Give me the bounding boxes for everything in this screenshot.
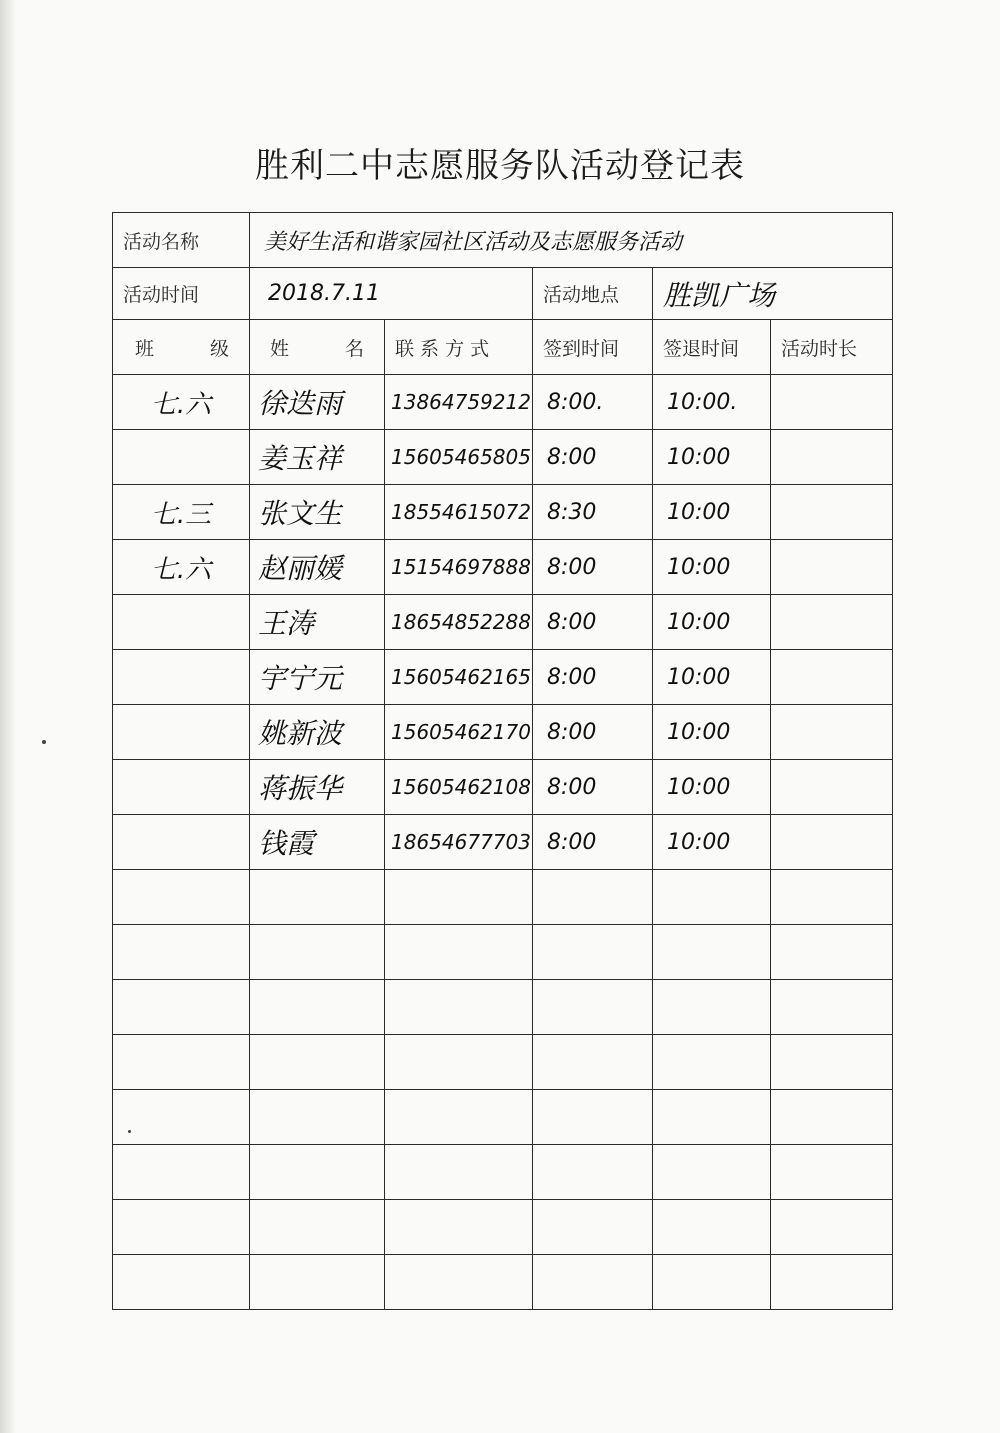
cell-duration xyxy=(771,1090,893,1145)
cell-sign-in: 8:00 xyxy=(533,430,653,485)
cell-class xyxy=(113,1200,250,1255)
cell-sign-out: 10:00 xyxy=(653,540,771,595)
cell-name xyxy=(250,980,385,1035)
cell-sign-out: 10:00. xyxy=(653,375,771,430)
cell-duration xyxy=(771,870,893,925)
cell-phone: 15605462170 xyxy=(385,705,533,760)
table-row xyxy=(113,1090,893,1145)
cell-duration xyxy=(771,540,893,595)
table-row xyxy=(113,1255,893,1310)
activity-place-label: 活动地点 xyxy=(533,268,653,320)
cell-name: 王涛 xyxy=(250,595,385,650)
column-header-row xyxy=(113,320,893,375)
cell-duration xyxy=(771,815,893,870)
activity-place-value: 胜凯广场 xyxy=(653,268,893,320)
cell-sign-out xyxy=(653,980,771,1035)
cell-class xyxy=(113,650,250,705)
table-row xyxy=(113,980,893,1035)
cell-phone xyxy=(385,870,533,925)
cell-sign-in: 8:00 xyxy=(533,540,653,595)
form-title: 胜利二中志愿服务队活动登记表 xyxy=(255,146,745,186)
cell-name: 徐迭雨 xyxy=(250,375,385,430)
col-contact-header: 联 系 方 式 xyxy=(385,320,533,375)
cell-class xyxy=(113,925,250,980)
cell-phone xyxy=(385,1090,533,1145)
cell-class xyxy=(113,980,250,1035)
col-name-char-2: 名 xyxy=(344,337,364,360)
cell-name: 姜玉祥 xyxy=(250,430,385,485)
cell-sign-out: 10:00 xyxy=(653,595,771,650)
cell-sign-out: 10:00 xyxy=(653,650,771,705)
table-row xyxy=(113,1145,893,1200)
cell-phone xyxy=(385,1035,533,1090)
cell-phone: 18654852288 xyxy=(385,595,533,650)
activity-name-row xyxy=(113,213,893,268)
cell-name xyxy=(250,925,385,980)
cell-sign-in xyxy=(533,1255,653,1310)
col-sign-in-header: 签到时间 xyxy=(533,320,653,375)
cell-sign-in: 8:00. xyxy=(533,375,653,430)
col-class-header xyxy=(113,320,250,375)
table-row xyxy=(113,760,893,815)
cell-sign-in: 8:00 xyxy=(533,760,653,815)
table-row xyxy=(113,705,893,760)
cell-duration xyxy=(771,1145,893,1200)
cell-phone xyxy=(385,1255,533,1310)
cell-sign-in: 8:00 xyxy=(533,705,653,760)
cell-class xyxy=(113,1035,250,1090)
cell-duration xyxy=(771,595,893,650)
cell-name xyxy=(250,1255,385,1310)
table-row xyxy=(113,595,893,650)
cell-name xyxy=(250,1090,385,1145)
cell-phone: 18654677703 xyxy=(385,815,533,870)
cell-duration xyxy=(771,705,893,760)
table-row xyxy=(113,485,893,540)
col-class-char-2: 级 xyxy=(209,337,229,360)
col-name-header xyxy=(250,320,385,375)
activity-name-value: 美好生活和谐家园社区活动及志愿服务活动 xyxy=(250,213,893,268)
cell-name: 钱霞 xyxy=(250,815,385,870)
cell-name xyxy=(250,1035,385,1090)
cell-name xyxy=(250,1200,385,1255)
cell-sign-out: 10:00 xyxy=(653,705,771,760)
cell-duration xyxy=(771,980,893,1035)
col-class-char-1: 班 xyxy=(135,337,155,360)
cell-sign-out xyxy=(653,1200,771,1255)
cell-name: 宇宁元 xyxy=(250,650,385,705)
cell-duration xyxy=(771,375,893,430)
cell-sign-in xyxy=(533,1035,653,1090)
cell-sign-in xyxy=(533,1090,653,1145)
cell-sign-in xyxy=(533,925,653,980)
paper-speck xyxy=(42,740,46,744)
activity-time-value: 2018.7.11 xyxy=(250,268,533,320)
cell-name: 蒋振华 xyxy=(250,760,385,815)
table-row xyxy=(113,650,893,705)
cell-duration xyxy=(771,430,893,485)
cell-phone xyxy=(385,925,533,980)
cell-sign-out xyxy=(653,1035,771,1090)
cell-phone: 13864759212 xyxy=(385,375,533,430)
activity-time-row xyxy=(113,268,893,320)
cell-sign-in: 8:00 xyxy=(533,595,653,650)
registration-table xyxy=(112,212,893,1310)
cell-sign-out xyxy=(653,870,771,925)
cell-sign-out xyxy=(653,1090,771,1145)
cell-duration xyxy=(771,1255,893,1310)
cell-class: 七.六 xyxy=(113,540,250,595)
cell-phone: 15605462165 xyxy=(385,650,533,705)
col-name-char-1: 姓 xyxy=(270,337,290,360)
cell-phone: 15605465805 xyxy=(385,430,533,485)
col-sign-out-header: 签退时间 xyxy=(653,320,771,375)
cell-sign-in: 8:30 xyxy=(533,485,653,540)
cell-sign-in: 8:00 xyxy=(533,650,653,705)
activity-name-label: 活动名称 xyxy=(113,213,250,268)
cell-duration xyxy=(771,485,893,540)
cell-sign-in xyxy=(533,980,653,1035)
cell-duration xyxy=(771,650,893,705)
cell-phone xyxy=(385,980,533,1035)
table-row xyxy=(113,1035,893,1090)
cell-phone xyxy=(385,1145,533,1200)
cell-duration xyxy=(771,1200,893,1255)
table-row xyxy=(113,1200,893,1255)
cell-duration xyxy=(771,925,893,980)
table-row xyxy=(113,540,893,595)
paper-fold-shadow xyxy=(0,0,16,1433)
cell-duration xyxy=(771,760,893,815)
cell-name xyxy=(250,870,385,925)
cell-sign-out xyxy=(653,1145,771,1200)
cell-sign-in xyxy=(533,870,653,925)
cell-class xyxy=(113,705,250,760)
cell-sign-out: 10:00 xyxy=(653,430,771,485)
cell-sign-in: 8:00 xyxy=(533,815,653,870)
cell-class xyxy=(113,595,250,650)
col-duration-header: 活动时长 xyxy=(771,320,893,375)
paper-speck xyxy=(128,1130,131,1133)
table-row xyxy=(113,925,893,980)
cell-sign-in xyxy=(533,1200,653,1255)
cell-name: 姚新波 xyxy=(250,705,385,760)
cell-duration xyxy=(771,1035,893,1090)
cell-name xyxy=(250,1145,385,1200)
cell-sign-in xyxy=(533,1145,653,1200)
cell-phone: 15154697888 xyxy=(385,540,533,595)
cell-class xyxy=(113,1090,250,1145)
cell-class xyxy=(113,760,250,815)
cell-class xyxy=(113,1145,250,1200)
table-row xyxy=(113,430,893,485)
cell-sign-out: 10:00 xyxy=(653,815,771,870)
cell-sign-out xyxy=(653,1255,771,1310)
cell-name: 张文生 xyxy=(250,485,385,540)
cell-class: 七.三 xyxy=(113,485,250,540)
table-row xyxy=(113,375,893,430)
cell-sign-out: 10:00 xyxy=(653,760,771,815)
cell-sign-out: 10:00 xyxy=(653,485,771,540)
cell-class: 七.六 xyxy=(113,375,250,430)
table-row xyxy=(113,870,893,925)
table-row xyxy=(113,815,893,870)
cell-class xyxy=(113,430,250,485)
cell-sign-out xyxy=(653,925,771,980)
cell-phone: 15605462108 xyxy=(385,760,533,815)
cell-class xyxy=(113,1255,250,1310)
cell-phone xyxy=(385,1200,533,1255)
cell-name: 赵丽媛 xyxy=(250,540,385,595)
activity-time-label: 活动时间 xyxy=(113,268,250,320)
cell-class xyxy=(113,870,250,925)
cell-class xyxy=(113,815,250,870)
cell-phone: 18554615072 xyxy=(385,485,533,540)
